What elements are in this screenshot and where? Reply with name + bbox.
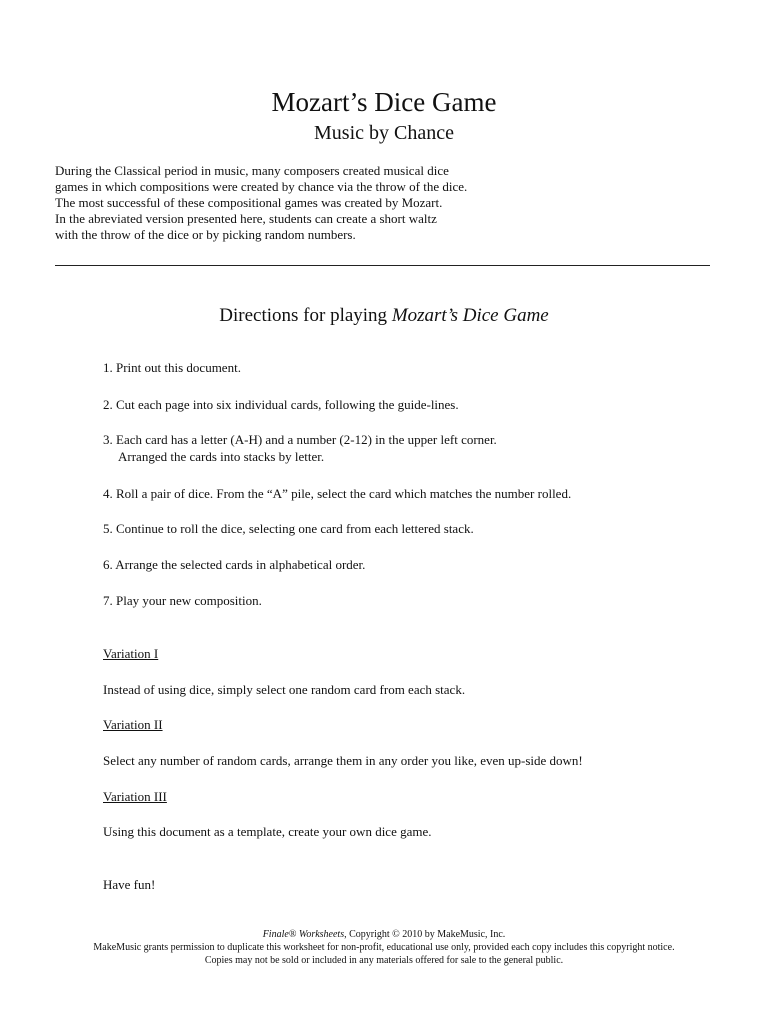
step-text: 2. Cut each page into six individual cards, following the guide-lines. bbox=[103, 397, 459, 412]
variation-title: Variation II bbox=[103, 717, 163, 732]
intro-line: with the throw of the dice or by picking random numbers. bbox=[55, 227, 356, 242]
directions-heading-prefix: Directions for playing bbox=[219, 305, 392, 326]
footer-product: Finale® Worksheets bbox=[262, 929, 345, 940]
directions-heading bbox=[0, 304, 768, 328]
footer-line bbox=[0, 928, 768, 941]
copyright-footer bbox=[0, 928, 768, 967]
intro-line: During the Classical period in music, many composers created musical dice bbox=[55, 163, 449, 178]
directions-heading-title: Mozart’s Dice Game bbox=[391, 305, 549, 326]
horizontal-divider bbox=[55, 265, 710, 266]
intro-paragraph bbox=[55, 163, 715, 243]
step-item bbox=[103, 520, 474, 537]
step-text: 6. Arrange the selected cards in alphabetical order. bbox=[103, 557, 366, 572]
step-text-continuation: Arranged the cards into stacks by letter. bbox=[118, 449, 325, 464]
variation-text: Instead of using dice, simply select one random card from each stack. bbox=[103, 682, 466, 697]
page-subtitle: Music by Chance bbox=[314, 122, 454, 144]
step-text: 5. Continue to roll the dice, selecting one card from each lettered stack. bbox=[103, 521, 474, 536]
intro-line: The most successful of these compositional games was created by Mozart. bbox=[55, 195, 443, 210]
footer-line: MakeMusic grants permission to duplicate this worksheet for non-profit, educational use only, provided each copy includes this copyright notice. bbox=[93, 942, 675, 953]
variation-title: Variation I bbox=[103, 646, 159, 661]
step-text: 3. Each card has a letter (A-H) and a number (2-12) in the upper left corner. bbox=[103, 432, 497, 447]
variation-text: Select any number of random cards, arrange them in any order you like, even up-side down! bbox=[103, 753, 583, 768]
page-title: Mozart’s Dice Game bbox=[271, 87, 497, 117]
step-item bbox=[103, 396, 459, 413]
step-item bbox=[103, 431, 497, 465]
step-item bbox=[103, 556, 365, 573]
variation-text: Using this document as a template, create your own dice game. bbox=[103, 824, 432, 839]
step-text: 7. Play your new composition. bbox=[103, 593, 262, 608]
closing-text: Have fun! bbox=[103, 877, 156, 892]
intro-line: games in which compositions were created by chance via the throw of the dice. bbox=[55, 179, 468, 194]
variation-title: Variation III bbox=[103, 789, 167, 804]
footer-line: Copies may not be sold or included in any materials offered for sale to the general public. bbox=[204, 955, 564, 966]
step-item bbox=[103, 485, 571, 502]
step-item bbox=[103, 359, 241, 376]
step-text: 4. Roll a pair of dice. From the “A” pile, select the card which matches the number rolled. bbox=[103, 486, 572, 501]
footer-copyright: , Copyright © 2010 by MakeMusic, Inc. bbox=[344, 929, 506, 940]
step-item bbox=[103, 592, 262, 609]
step-text: 1. Print out this document. bbox=[103, 360, 241, 375]
intro-line: In the abreviated version presented here, students can create a short waltz bbox=[55, 211, 437, 226]
